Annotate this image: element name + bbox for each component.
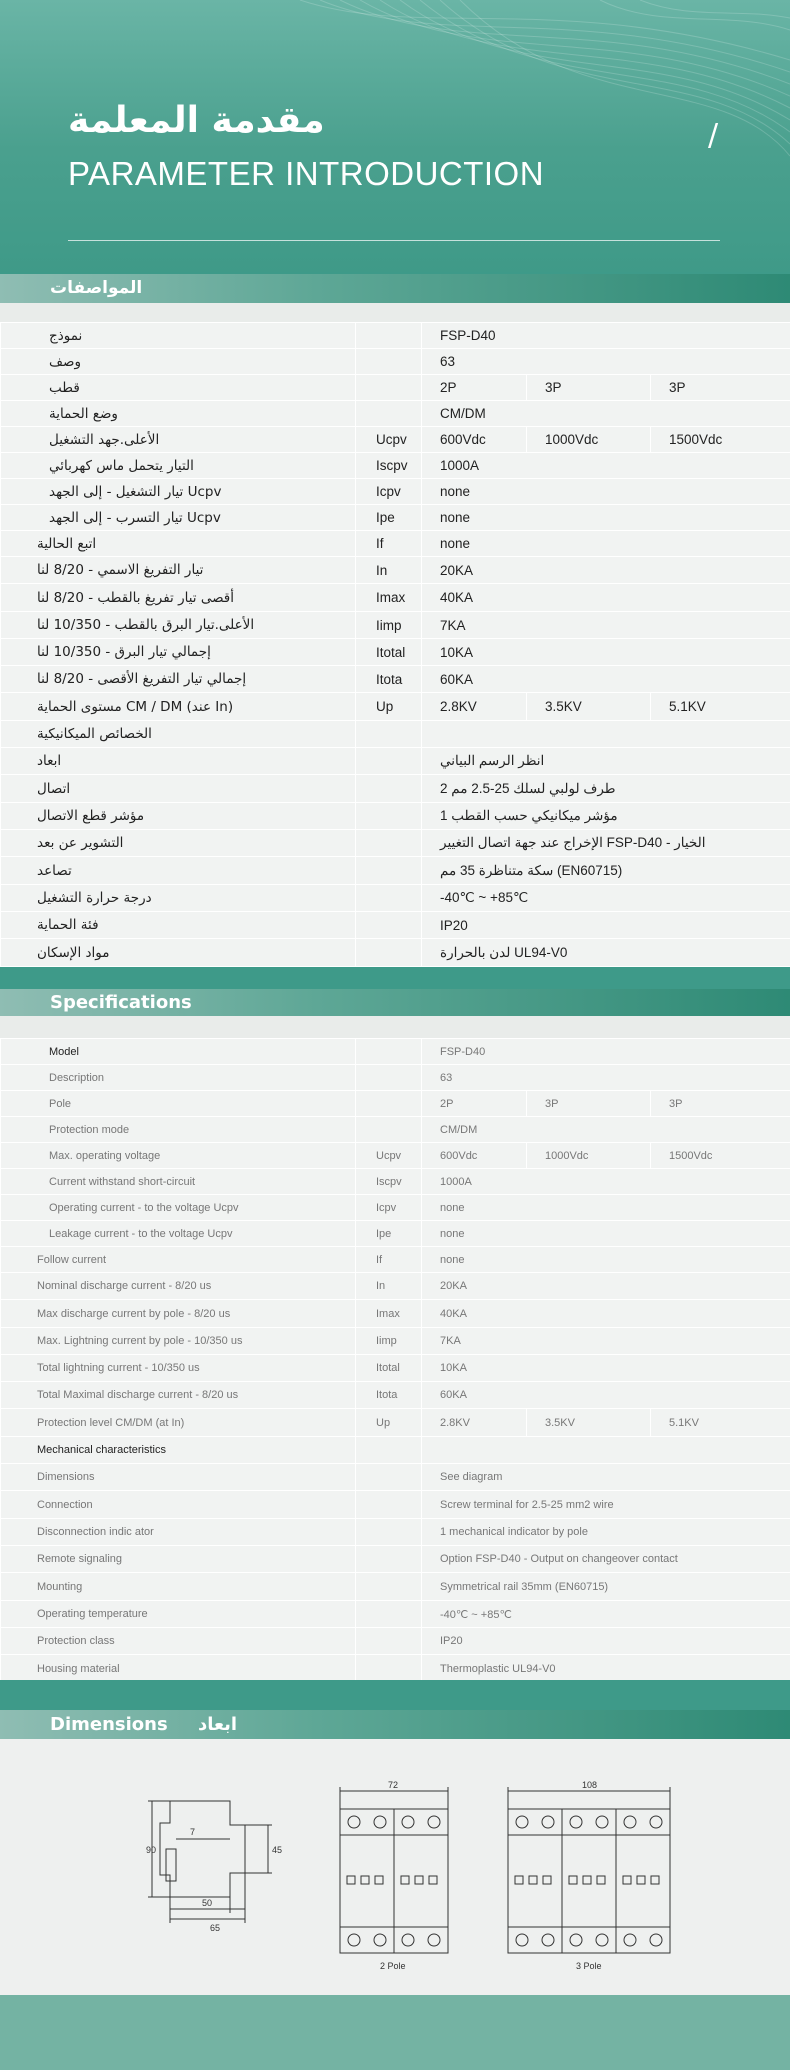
- row-value: الإخراج عند جهة اتصال التغيير FSP-D40 - الخيار: [422, 830, 790, 857]
- row-label: الأعلى.جهد التشغيل: [1, 427, 356, 453]
- row-value: 40KA: [422, 584, 790, 612]
- row-symbol: [356, 721, 422, 748]
- row-value: IP20: [422, 1628, 790, 1655]
- spec-table-english-panel: [0, 1038, 790, 1680]
- band-spacer: [0, 303, 790, 322]
- side-height-label: 90: [146, 1845, 157, 1855]
- row-symbol: [356, 1491, 422, 1519]
- row-value: 20KA: [422, 557, 790, 584]
- row-value: 7KA: [422, 612, 790, 639]
- row-symbol: Ucpv: [356, 1143, 422, 1169]
- row-label: تيار التسرب - إلى الجهد Ucpv: [1, 505, 356, 531]
- hero-divider: [68, 240, 720, 241]
- hero-title-english: PARAMETER INTRODUCTION: [68, 155, 545, 192]
- row-value: 3P: [651, 375, 790, 401]
- row-value: 2.8KV: [422, 1409, 527, 1437]
- row-value: 20KA: [422, 1273, 790, 1300]
- row-symbol: [356, 1117, 422, 1143]
- row-label: Pole: [1, 1091, 356, 1117]
- table-row: [1, 885, 790, 912]
- row-symbol: Itotal: [356, 639, 422, 666]
- table-row: [1, 1628, 790, 1655]
- two-pole-width-label: 72: [388, 1780, 399, 1790]
- dimension-drawings: [0, 1739, 790, 1995]
- section-bar-arabic: المواصفات: [0, 274, 790, 303]
- table-row: [1, 323, 790, 349]
- row-value: 10KA: [422, 1355, 790, 1382]
- dimensions-heading-ar: ابعاد: [197, 1714, 238, 1735]
- row-label: Disconnection indic ator: [1, 1519, 356, 1546]
- row-value: none: [422, 531, 790, 557]
- row-symbol: Up: [356, 1409, 422, 1437]
- row-label: Max. operating voltage: [1, 1143, 356, 1169]
- table-row: [1, 401, 790, 427]
- row-label: مؤشر قطع الاتصال: [1, 803, 356, 830]
- row-value: 600Vdc: [422, 427, 527, 453]
- row-label: Max discharge current by pole - 8/20 us: [1, 1300, 356, 1328]
- row-value: 1000A: [422, 453, 790, 479]
- footer-band: [0, 1995, 790, 2070]
- row-value: 1000Vdc: [527, 427, 651, 453]
- row-symbol: [356, 803, 422, 830]
- row-label: أقصى تيار تفريغ بالقطب - 8/20 لنا: [1, 584, 356, 612]
- row-symbol: Iimp: [356, 612, 422, 639]
- row-value: Screw terminal for 2.5-25 mm2 wire: [422, 1491, 790, 1519]
- row-label: Model: [1, 1039, 356, 1065]
- row-symbol: In: [356, 557, 422, 584]
- row-symbol: If: [356, 531, 422, 557]
- row-value: CM/DM: [422, 1117, 790, 1143]
- row-value: 2P: [422, 375, 527, 401]
- row-label: مواد الإسكان: [1, 939, 356, 967]
- row-symbol: [356, 1573, 422, 1601]
- row-value: مؤشر ميكانيكي حسب القطب 1: [422, 803, 790, 830]
- row-value: none: [422, 1247, 790, 1273]
- table-row: [1, 912, 790, 939]
- side-width-label: 50: [202, 1898, 213, 1908]
- row-label: ابعاد: [1, 748, 356, 775]
- row-label: الأعلى.تيار البرق بالقطب - 10/350 لنا: [1, 612, 356, 639]
- row-symbol: [356, 775, 422, 803]
- row-label: تيار التفريغ الاسمي - 8/20 لنا: [1, 557, 356, 584]
- row-symbol: In: [356, 1273, 422, 1300]
- row-label: Follow current: [1, 1247, 356, 1273]
- row-value: 1500Vdc: [651, 1143, 790, 1169]
- row-symbol: Iscpv: [356, 1169, 422, 1195]
- row-value: FSP-D40: [422, 323, 790, 349]
- table-row: [1, 1382, 790, 1409]
- table-row: [1, 1409, 790, 1437]
- row-value: -40℃ ~ +85℃: [422, 885, 790, 912]
- three-pole-width-label: 108: [582, 1780, 598, 1790]
- row-value: 10KA: [422, 639, 790, 666]
- table-row: [1, 505, 790, 531]
- table-row: [1, 1300, 790, 1328]
- row-value: 1000Vdc: [527, 1143, 651, 1169]
- row-value: 600Vdc: [422, 1143, 527, 1169]
- table-row: [1, 857, 790, 885]
- row-value: CM/DM: [422, 401, 790, 427]
- row-label: فئة الحماية: [1, 912, 356, 939]
- row-label: نموذج: [1, 323, 356, 349]
- row-label: Operating temperature: [1, 1601, 356, 1628]
- side-total-width-label: 65: [210, 1923, 221, 1933]
- table-row: [1, 1655, 790, 1683]
- hero-banner: [0, 0, 790, 272]
- row-value: none: [422, 505, 790, 531]
- table-row: [1, 1328, 790, 1355]
- row-symbol: Up: [356, 693, 422, 721]
- hero-title-arabic: مقدمة المعلمة: [68, 100, 325, 141]
- row-label: تصاعد: [1, 857, 356, 885]
- table-row: [1, 639, 790, 666]
- table-row: [1, 1464, 790, 1491]
- row-value: 3P: [651, 1091, 790, 1117]
- row-value: 1 mechanical indicator by pole: [422, 1519, 790, 1546]
- table-row: [1, 1169, 790, 1195]
- row-value: [422, 721, 790, 748]
- row-value: انظر الرسم البياني: [422, 748, 790, 775]
- row-label: Nominal discharge current - 8/20 us: [1, 1273, 356, 1300]
- row-value: 3P: [527, 375, 651, 401]
- spec-table-english: [0, 1038, 790, 1683]
- band-spacer: [0, 1016, 790, 1038]
- dimensions-heading-en: Dimensions: [50, 1714, 168, 1735]
- row-value: See diagram: [422, 1464, 790, 1491]
- table-row: [1, 612, 790, 639]
- row-label: Total Maximal discharge current - 8/20 us: [1, 1382, 356, 1409]
- row-label: مستوى الحماية CM / DM (عند In): [1, 693, 356, 721]
- row-value: 63: [422, 349, 790, 375]
- row-label: اتبع الحالية: [1, 531, 356, 557]
- row-symbol: Itota: [356, 1382, 422, 1409]
- row-symbol: Iimp: [356, 1328, 422, 1355]
- row-symbol: Itota: [356, 666, 422, 693]
- table-row: [1, 939, 790, 967]
- table-row: [1, 479, 790, 505]
- row-value: 3.5KV: [527, 693, 651, 721]
- row-symbol: Icpv: [356, 479, 422, 505]
- table-row: [1, 1039, 790, 1065]
- row-label: الخصائص الميكانيكية: [1, 721, 356, 748]
- row-value: FSP-D40: [422, 1039, 790, 1065]
- row-symbol: [356, 1464, 422, 1491]
- row-label: Remote signaling: [1, 1546, 356, 1573]
- row-symbol: Ipe: [356, 505, 422, 531]
- row-label: Dimensions: [1, 1464, 356, 1491]
- row-label: Description: [1, 1065, 356, 1091]
- table-row: [1, 1247, 790, 1273]
- table-row: [1, 803, 790, 830]
- row-symbol: [356, 1655, 422, 1683]
- row-label: Mechanical characteristics: [1, 1437, 356, 1464]
- table-row: [1, 1519, 790, 1546]
- table-row: [1, 775, 790, 803]
- row-label: وضع الحماية: [1, 401, 356, 427]
- table-row: [1, 748, 790, 775]
- row-value: -40℃ ~ +85℃: [422, 1601, 790, 1628]
- row-symbol: Iscpv: [356, 453, 422, 479]
- row-label: Mounting: [1, 1573, 356, 1601]
- row-label: Protection mode: [1, 1117, 356, 1143]
- table-row: [1, 375, 790, 401]
- row-value: none: [422, 1195, 790, 1221]
- row-symbol: [356, 1519, 422, 1546]
- table-row: [1, 1091, 790, 1117]
- row-value: طرف لولبي لسلك 25-2.5 مم 2: [422, 775, 790, 803]
- row-label: درجة حرارة التشغيل: [1, 885, 356, 912]
- row-label: Leakage current - to the voltage Ucpv: [1, 1221, 356, 1247]
- two-pole-drawing: [340, 1787, 448, 1953]
- row-symbol: Ucpv: [356, 427, 422, 453]
- row-value: none: [422, 479, 790, 505]
- row-symbol: Imax: [356, 584, 422, 612]
- row-value: 60KA: [422, 1382, 790, 1409]
- row-symbol: [356, 1628, 422, 1655]
- row-value: Symmetrical rail 35mm (EN60715): [422, 1573, 790, 1601]
- row-value: 1000A: [422, 1169, 790, 1195]
- two-pole-caption: 2 Pole: [380, 1961, 406, 1971]
- spec-table-arabic-panel: [0, 322, 790, 967]
- row-value: لدن بالحرارة UL94-V0: [422, 939, 790, 967]
- row-symbol: [356, 1546, 422, 1573]
- table-row: [1, 693, 790, 721]
- row-label: تيار التشغيل - إلى الجهد Ucpv: [1, 479, 356, 505]
- section-bar-dimensions: [0, 1710, 790, 1739]
- row-symbol: [356, 1601, 422, 1628]
- table-row: [1, 1491, 790, 1519]
- row-symbol: [356, 748, 422, 775]
- table-row: [1, 1546, 790, 1573]
- row-label: إجمالي تيار البرق - 10/350 لنا: [1, 639, 356, 666]
- row-label: إجمالي تيار التفريغ الأقصى - 8/20 لنا: [1, 666, 356, 693]
- row-label: Total lightning current - 10/350 us: [1, 1355, 356, 1382]
- row-symbol: [356, 857, 422, 885]
- three-pole-caption: 3 Pole: [576, 1961, 602, 1971]
- row-symbol: [356, 323, 422, 349]
- table-row: [1, 1195, 790, 1221]
- row-value: 3P: [527, 1091, 651, 1117]
- table-row: [1, 830, 790, 857]
- row-label: قطب: [1, 375, 356, 401]
- table-row: [1, 666, 790, 693]
- table-row: [1, 721, 790, 748]
- table-row: [1, 1143, 790, 1169]
- row-label: Current withstand short-circuit: [1, 1169, 356, 1195]
- row-symbol: [356, 1065, 422, 1091]
- table-row: [1, 1437, 790, 1464]
- row-label: Connection: [1, 1491, 356, 1519]
- row-value: 2.8KV: [422, 693, 527, 721]
- section-bar-english: Specifications: [0, 989, 790, 1016]
- row-value: 63: [422, 1065, 790, 1091]
- row-label: التشوير عن بعد: [1, 830, 356, 857]
- row-value: 2P: [422, 1091, 527, 1117]
- row-symbol: Itotal: [356, 1355, 422, 1382]
- row-value: 7KA: [422, 1328, 790, 1355]
- row-symbol: Icpv: [356, 1195, 422, 1221]
- band-spacer: [0, 1680, 790, 1710]
- row-symbol: [356, 401, 422, 427]
- row-value: Thermoplastic UL94-V0: [422, 1655, 790, 1683]
- row-symbol: Imax: [356, 1300, 422, 1328]
- row-symbol: If: [356, 1247, 422, 1273]
- row-symbol: [356, 1039, 422, 1065]
- row-value: سكة متناظرة 35 مم (EN60715): [422, 857, 790, 885]
- row-label: Operating current - to the voltage Ucpv: [1, 1195, 356, 1221]
- row-symbol: [356, 1091, 422, 1117]
- row-label: التيار يتحمل ماس كهربائي: [1, 453, 356, 479]
- table-row: [1, 557, 790, 584]
- table-row: [1, 1601, 790, 1628]
- table-row: [1, 1273, 790, 1300]
- table-row: [1, 1065, 790, 1091]
- row-symbol: [356, 830, 422, 857]
- row-value: 60KA: [422, 666, 790, 693]
- table-row: [1, 453, 790, 479]
- row-symbol: [356, 885, 422, 912]
- hero-slash-mark: /: [708, 118, 719, 153]
- row-label: وصف: [1, 349, 356, 375]
- side-offset-label: 7: [190, 1827, 196, 1837]
- row-symbol: [356, 912, 422, 939]
- row-label: Protection level CM/DM (at In): [1, 1409, 356, 1437]
- table-row: [1, 349, 790, 375]
- row-value: 3.5KV: [527, 1409, 651, 1437]
- spec-table-arabic: [0, 322, 790, 967]
- row-symbol: [356, 375, 422, 401]
- table-row: [1, 427, 790, 453]
- row-label: Housing material: [1, 1655, 356, 1683]
- band-spacer: [0, 967, 790, 989]
- table-row: [1, 1573, 790, 1601]
- row-label: اتصال: [1, 775, 356, 803]
- row-value: 1500Vdc: [651, 427, 790, 453]
- row-symbol: Ipe: [356, 1221, 422, 1247]
- row-value: [422, 1437, 790, 1464]
- row-value: 5.1KV: [651, 1409, 790, 1437]
- table-row: [1, 584, 790, 612]
- row-label: Max. Lightning current by pole - 10/350 us: [1, 1328, 356, 1355]
- row-symbol: [356, 939, 422, 967]
- row-value: none: [422, 1221, 790, 1247]
- row-symbol: [356, 1437, 422, 1464]
- row-value: Option FSP-D40 - Output on changeover contact: [422, 1546, 790, 1573]
- dimensions-panel: [0, 1739, 790, 1995]
- row-value: 40KA: [422, 1300, 790, 1328]
- row-label: Protection class: [1, 1628, 356, 1655]
- row-symbol: [356, 349, 422, 375]
- three-pole-drawing: [508, 1787, 670, 1953]
- table-row: [1, 1221, 790, 1247]
- table-row: [1, 1117, 790, 1143]
- row-value: IP20: [422, 912, 790, 939]
- row-value: 5.1KV: [651, 693, 790, 721]
- side-inner-height-label: 45: [272, 1845, 283, 1855]
- table-row: [1, 1355, 790, 1382]
- table-row: [1, 531, 790, 557]
